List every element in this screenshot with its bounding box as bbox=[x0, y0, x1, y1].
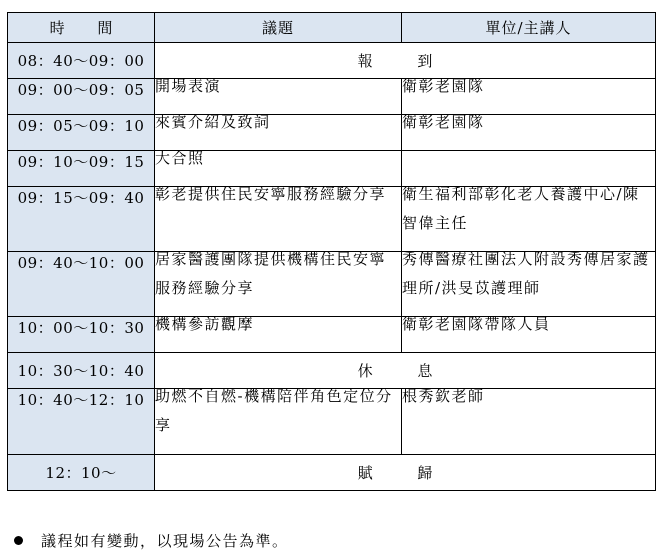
table-row bbox=[8, 252, 656, 317]
table-row bbox=[8, 455, 656, 491]
row-topic-text: 助燃不自燃-機構陪伴角色定位分享 bbox=[155, 387, 393, 434]
row-time: 09：00～09：05 bbox=[8, 79, 155, 115]
header-time: 時 間 bbox=[8, 13, 155, 43]
row-topic-text: 開場表演 bbox=[155, 77, 222, 95]
row-topic-text: 機構參訪觀摩 bbox=[155, 315, 255, 333]
agenda-table bbox=[7, 12, 656, 491]
note-text: 議程如有變動，以現場公告為準。 bbox=[41, 532, 289, 550]
row-topic bbox=[155, 252, 402, 317]
bullet-icon bbox=[14, 536, 23, 545]
row-time: 10：40～12：10 bbox=[8, 389, 155, 455]
row-merged: 報 到 bbox=[155, 43, 656, 79]
row-speaker bbox=[402, 317, 656, 353]
header-topic: 議題 bbox=[155, 13, 402, 43]
row-time: 08：40～09：00 bbox=[8, 43, 155, 79]
table-row bbox=[8, 187, 656, 252]
table-row bbox=[8, 317, 656, 353]
row-time: 09：10～09：15 bbox=[8, 151, 155, 187]
row-topic-text: 居家醫護團隊提供機構住民安寧服務經驗分享 bbox=[155, 250, 387, 297]
row-time: 12：10～ bbox=[8, 455, 155, 491]
row-speaker-text: 衛彰老園隊 bbox=[402, 113, 485, 131]
row-speaker bbox=[402, 252, 656, 317]
row-speaker bbox=[402, 115, 656, 151]
row-topic bbox=[155, 187, 402, 252]
row-speaker-text: 秀傳醫療社團法人附設秀傳居家護理所/洪旻苡護理師 bbox=[402, 250, 650, 297]
table-row bbox=[8, 389, 656, 455]
row-merged: 賦 歸 bbox=[155, 455, 656, 491]
row-speaker-text: 衛彰老園隊 bbox=[402, 77, 485, 95]
agenda-note bbox=[14, 530, 289, 551]
row-topic-text: 彰老提供住民安寧服務經驗分享 bbox=[155, 185, 387, 203]
row-topic bbox=[155, 389, 402, 455]
row-topic bbox=[155, 317, 402, 353]
row-time: 09：15～09：40 bbox=[8, 187, 155, 252]
row-speaker bbox=[402, 389, 656, 455]
row-merged: 休 息 bbox=[155, 353, 656, 389]
row-time: 10：30～10：40 bbox=[8, 353, 155, 389]
row-time: 10：00～10：30 bbox=[8, 317, 155, 353]
row-speaker-text: 衛生福利部彰化老人養護中心/陳智偉主任 bbox=[402, 185, 640, 232]
row-time: 09：05～09：10 bbox=[8, 115, 155, 151]
row-topic-text: 大合照 bbox=[155, 149, 205, 167]
header-row bbox=[8, 13, 656, 43]
row-speaker-text: 根秀欽老師 bbox=[402, 387, 485, 405]
row-topic-text: 來賓介紹及致詞 bbox=[155, 113, 271, 131]
row-speaker-text: 衛彰老園隊帶隊人員 bbox=[402, 315, 551, 333]
header-speaker: 單位/主講人 bbox=[402, 13, 656, 43]
row-speaker bbox=[402, 187, 656, 252]
row-time: 09：40～10：00 bbox=[8, 252, 155, 317]
